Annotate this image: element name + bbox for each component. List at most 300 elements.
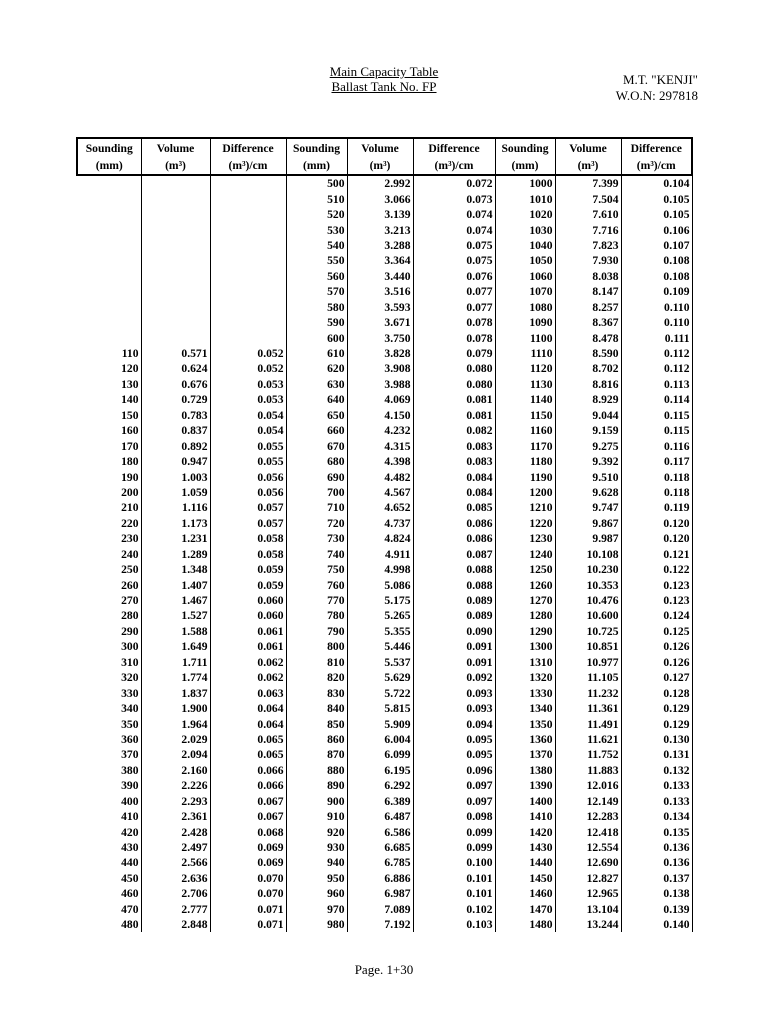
table-cell: 1110 <box>495 346 555 361</box>
table-cell: 0.110 <box>621 300 692 315</box>
table-cell: 0.097 <box>413 778 495 793</box>
table-cell: 1.649 <box>141 639 210 654</box>
column-unit: (m³) <box>555 157 621 175</box>
table-cell: 0.057 <box>210 516 286 531</box>
table-cell: 0.099 <box>413 824 495 839</box>
table-cell: 790 <box>286 624 347 639</box>
table-cell: 3.593 <box>347 300 413 315</box>
table-cell: 0.071 <box>210 902 286 917</box>
table-cell: 530 <box>286 222 347 237</box>
table-cell: 7.399 <box>555 175 621 191</box>
table-cell: 0.132 <box>621 763 692 778</box>
table-cell: 5.909 <box>347 716 413 731</box>
table-cell: 1290 <box>495 624 555 639</box>
table-cell: 0.069 <box>210 855 286 870</box>
table-cell: 0.091 <box>413 655 495 670</box>
column-header: Difference <box>210 138 286 157</box>
table-cell: 0.059 <box>210 577 286 592</box>
table-cell: 0.123 <box>621 577 692 592</box>
table-cell: 0.090 <box>413 624 495 639</box>
table-cell: 8.590 <box>555 346 621 361</box>
table-cell: 13.244 <box>555 917 621 932</box>
table-cell: 200 <box>77 485 141 500</box>
table-cell: 750 <box>286 562 347 577</box>
table-cell: 0.062 <box>210 655 286 670</box>
table-cell: 130 <box>77 377 141 392</box>
table-row <box>77 284 692 299</box>
table-cell: 640 <box>286 392 347 407</box>
table-cell <box>77 284 141 299</box>
table-cell: 6.292 <box>347 778 413 793</box>
table-cell: 2.636 <box>141 871 210 886</box>
table-cell: 690 <box>286 469 347 484</box>
table-cell: 850 <box>286 716 347 731</box>
table-cell: 0.063 <box>210 685 286 700</box>
table-row <box>77 438 692 453</box>
table-cell: 1360 <box>495 732 555 747</box>
table-cell: 4.652 <box>347 500 413 515</box>
table-row <box>77 577 692 592</box>
table-row <box>77 175 692 191</box>
table-row <box>77 269 692 284</box>
table-cell: 570 <box>286 284 347 299</box>
table-cell: 0.129 <box>621 716 692 731</box>
table-cell <box>210 284 286 299</box>
table-cell <box>141 300 210 315</box>
table-cell: 4.998 <box>347 562 413 577</box>
table-row <box>77 191 692 206</box>
table-cell: 0.061 <box>210 639 286 654</box>
table-cell: 1440 <box>495 855 555 870</box>
table-cell: 9.867 <box>555 516 621 531</box>
table-cell: 0.134 <box>621 809 692 824</box>
table-cell: 2.293 <box>141 794 210 809</box>
table-cell: 210 <box>77 500 141 515</box>
table-cell: 0.118 <box>621 469 692 484</box>
table-cell: 0.073 <box>413 191 495 206</box>
table-cell: 7.716 <box>555 222 621 237</box>
table-cell: 0.096 <box>413 763 495 778</box>
table-cell: 0.078 <box>413 315 495 330</box>
document-title <box>284 64 484 94</box>
table-cell: 1130 <box>495 377 555 392</box>
table-cell: 0.105 <box>621 191 692 206</box>
table-cell: 0.097 <box>413 794 495 809</box>
table-row <box>77 886 692 901</box>
table-cell: 0.128 <box>621 685 692 700</box>
table-cell: 11.105 <box>555 670 621 685</box>
table-cell: 0.056 <box>210 485 286 500</box>
page-number: Page. 1+30 <box>354 962 414 977</box>
table-row <box>77 330 692 345</box>
table-cell: 1.116 <box>141 500 210 515</box>
table-cell <box>77 253 141 268</box>
table-cell: 0.085 <box>413 500 495 515</box>
table-cell: 5.629 <box>347 670 413 685</box>
table-cell: 3.364 <box>347 253 413 268</box>
table-cell: 920 <box>286 824 347 839</box>
table-cell: 3.671 <box>347 315 413 330</box>
table-cell: 500 <box>286 175 347 191</box>
table-cell: 1.231 <box>141 531 210 546</box>
table-cell: 3.288 <box>347 238 413 253</box>
table-cell: 440 <box>77 855 141 870</box>
column-unit: (m³)/cm <box>413 157 495 175</box>
table-cell: 0.058 <box>210 531 286 546</box>
table-row <box>77 531 692 546</box>
table-cell: 630 <box>286 377 347 392</box>
table-cell: 0.114 <box>621 392 692 407</box>
table-cell: 8.367 <box>555 315 621 330</box>
table-cell: 11.491 <box>555 716 621 731</box>
table-cell: 650 <box>286 408 347 423</box>
table-cell: 2.361 <box>141 809 210 824</box>
column-header: Sounding <box>286 138 347 157</box>
table-cell: 0.783 <box>141 408 210 423</box>
table-cell: 9.392 <box>555 454 621 469</box>
table-cell <box>77 315 141 330</box>
table-cell: 1.588 <box>141 624 210 639</box>
column-header: Sounding <box>77 138 141 157</box>
table-cell <box>210 191 286 206</box>
table-cell: 2.428 <box>141 824 210 839</box>
table-cell: 1180 <box>495 454 555 469</box>
table-cell: 10.725 <box>555 624 621 639</box>
table-cell: 3.213 <box>347 222 413 237</box>
table-cell: 960 <box>286 886 347 901</box>
table-cell: 940 <box>286 855 347 870</box>
table-row <box>77 500 692 515</box>
table-cell: 590 <box>286 315 347 330</box>
table-cell: 0.729 <box>141 392 210 407</box>
table-cell: 0.130 <box>621 732 692 747</box>
table-cell: 4.824 <box>347 531 413 546</box>
table-cell: 0.065 <box>210 732 286 747</box>
table-row <box>77 639 692 654</box>
table-cell: 4.482 <box>347 469 413 484</box>
table-cell: 160 <box>77 423 141 438</box>
table-cell: 9.628 <box>555 485 621 500</box>
vessel-name: M.T. "KENJI" <box>622 72 698 87</box>
table-cell: 0.086 <box>413 516 495 531</box>
table-cell: 600 <box>286 330 347 345</box>
table-cell: 3.828 <box>347 346 413 361</box>
table-cell: 180 <box>77 454 141 469</box>
table-cell: 880 <box>286 763 347 778</box>
table-row <box>77 300 692 315</box>
table-cell <box>210 300 286 315</box>
table-cell: 0.103 <box>413 917 495 932</box>
table-cell: 0.106 <box>621 222 692 237</box>
table-row <box>77 655 692 670</box>
table-cell: 8.257 <box>555 300 621 315</box>
table-cell: 6.685 <box>347 840 413 855</box>
table-cell: 9.747 <box>555 500 621 515</box>
table-cell: 1140 <box>495 392 555 407</box>
table-cell: 300 <box>77 639 141 654</box>
table-cell: 0.066 <box>210 763 286 778</box>
table-cell: 4.232 <box>347 423 413 438</box>
table-cell: 0.124 <box>621 608 692 623</box>
table-cell: 1400 <box>495 794 555 809</box>
table-cell: 0.081 <box>413 392 495 407</box>
table-cell: 0.053 <box>210 392 286 407</box>
table-cell <box>210 253 286 268</box>
table-cell: 0.070 <box>210 871 286 886</box>
table-cell: 6.586 <box>347 824 413 839</box>
table-cell: 8.929 <box>555 392 621 407</box>
table-cell: 270 <box>77 593 141 608</box>
table-cell <box>77 207 141 222</box>
table-row <box>77 315 692 330</box>
table-cell <box>77 330 141 345</box>
table-cell: 0.108 <box>621 269 692 284</box>
table-cell: 320 <box>77 670 141 685</box>
table-row <box>77 763 692 778</box>
table-cell: 7.610 <box>555 207 621 222</box>
table-cell: 0.133 <box>621 778 692 793</box>
table-cell: 1.964 <box>141 716 210 731</box>
table-cell: 0.066 <box>210 778 286 793</box>
table-cell: 390 <box>77 778 141 793</box>
table-cell: 1100 <box>495 330 555 345</box>
table-cell: 7.930 <box>555 253 621 268</box>
table-cell: 780 <box>286 608 347 623</box>
table-cell: 1080 <box>495 300 555 315</box>
table-cell: 12.965 <box>555 886 621 901</box>
table-cell: 1230 <box>495 531 555 546</box>
table-cell: 310 <box>77 655 141 670</box>
table-cell: 0.139 <box>621 902 692 917</box>
table-cell: 10.851 <box>555 639 621 654</box>
table-cell: 0.089 <box>413 593 495 608</box>
table-cell: 1270 <box>495 593 555 608</box>
table-cell: 1.774 <box>141 670 210 685</box>
table-cell: 9.510 <box>555 469 621 484</box>
table-cell: 2.706 <box>141 886 210 901</box>
table-cell: 4.069 <box>347 392 413 407</box>
table-cell: 620 <box>286 361 347 376</box>
table-cell: 0.113 <box>621 377 692 392</box>
table-cell: 12.690 <box>555 855 621 870</box>
table-cell: 0.126 <box>621 655 692 670</box>
table-cell: 7.089 <box>347 902 413 917</box>
table-row <box>77 778 692 793</box>
table-cell <box>141 222 210 237</box>
table-cell: 5.537 <box>347 655 413 670</box>
table-cell: 0.083 <box>413 454 495 469</box>
table-row <box>77 685 692 700</box>
table-cell: 3.139 <box>347 207 413 222</box>
table-cell: 400 <box>77 794 141 809</box>
table-cell: 0.055 <box>210 454 286 469</box>
table-cell: 0.084 <box>413 485 495 500</box>
table-cell: 240 <box>77 547 141 562</box>
work-order-number: W.O.N: 297818 <box>615 88 698 103</box>
table-cell: 1.467 <box>141 593 210 608</box>
table-cell: 1.711 <box>141 655 210 670</box>
table-cell: 580 <box>286 300 347 315</box>
table-cell: 0.057 <box>210 500 286 515</box>
table-cell <box>210 175 286 191</box>
table-cell: 950 <box>286 871 347 886</box>
table-cell: 760 <box>286 577 347 592</box>
table-cell: 220 <box>77 516 141 531</box>
table-cell: 0.111 <box>621 330 692 345</box>
table-cell <box>141 330 210 345</box>
table-cell: 1260 <box>495 577 555 592</box>
table-cell: 12.016 <box>555 778 621 793</box>
table-cell: 410 <box>77 809 141 824</box>
table-cell: 0.136 <box>621 840 692 855</box>
table-cell: 0.837 <box>141 423 210 438</box>
table-title: Main Capacity Table <box>329 64 439 79</box>
table-cell: 0.095 <box>413 747 495 762</box>
table-cell: 1280 <box>495 608 555 623</box>
table-cell <box>77 191 141 206</box>
table-cell: 380 <box>77 763 141 778</box>
table-cell: 1090 <box>495 315 555 330</box>
table-cell: 720 <box>286 516 347 531</box>
table-row <box>77 408 692 423</box>
table-row <box>77 840 692 855</box>
table-cell: 0.053 <box>210 377 286 392</box>
table-cell: 0.093 <box>413 701 495 716</box>
table-cell <box>141 253 210 268</box>
table-cell: 0.115 <box>621 408 692 423</box>
table-cell <box>210 222 286 237</box>
table-cell <box>141 191 210 206</box>
table-cell: 0.104 <box>621 175 692 191</box>
table-cell: 0.126 <box>621 639 692 654</box>
table-cell: 0.067 <box>210 794 286 809</box>
column-unit: (mm) <box>495 157 555 175</box>
table-cell: 480 <box>77 917 141 932</box>
table-cell: 1150 <box>495 408 555 423</box>
table-cell <box>141 175 210 191</box>
table-cell: 0.116 <box>621 438 692 453</box>
table-cell: 930 <box>286 840 347 855</box>
table-cell: 970 <box>286 902 347 917</box>
table-cell: 1.527 <box>141 608 210 623</box>
table-cell: 0.117 <box>621 454 692 469</box>
table-cell: 0.088 <box>413 577 495 592</box>
table-cell: 0.074 <box>413 222 495 237</box>
table-row <box>77 809 692 824</box>
table-cell: 1480 <box>495 917 555 932</box>
table-cell: 330 <box>77 685 141 700</box>
table-cell: 1.059 <box>141 485 210 500</box>
table-row <box>77 917 692 932</box>
table-row <box>77 392 692 407</box>
table-cell: 1070 <box>495 284 555 299</box>
table-cell <box>141 315 210 330</box>
table-cell: 0.082 <box>413 423 495 438</box>
table-cell: 0.069 <box>210 840 286 855</box>
table-cell: 0.129 <box>621 701 692 716</box>
table-cell: 1.348 <box>141 562 210 577</box>
table-cell: 0.079 <box>413 346 495 361</box>
table-cell: 170 <box>77 438 141 453</box>
table-cell: 0.101 <box>413 886 495 901</box>
table-cell: 11.232 <box>555 685 621 700</box>
table-cell: 11.361 <box>555 701 621 716</box>
table-cell: 810 <box>286 655 347 670</box>
table-cell: 290 <box>77 624 141 639</box>
capacity-table-container <box>76 137 691 932</box>
table-cell: 1470 <box>495 902 555 917</box>
table-cell: 3.066 <box>347 191 413 206</box>
table-cell: 0.120 <box>621 531 692 546</box>
table-cell: 0.112 <box>621 346 692 361</box>
table-cell: 1320 <box>495 670 555 685</box>
table-cell: 0.075 <box>413 253 495 268</box>
table-cell: 0.060 <box>210 593 286 608</box>
table-cell: 1020 <box>495 207 555 222</box>
table-cell <box>210 330 286 345</box>
table-cell: 0.055 <box>210 438 286 453</box>
table-cell <box>141 269 210 284</box>
table-cell: 0.101 <box>413 871 495 886</box>
table-cell: 0.078 <box>413 330 495 345</box>
table-row <box>77 423 692 438</box>
table-row <box>77 346 692 361</box>
table-cell: 700 <box>286 485 347 500</box>
table-cell: 110 <box>77 346 141 361</box>
table-cell: 0.093 <box>413 685 495 700</box>
table-cell: 830 <box>286 685 347 700</box>
column-unit: (m³) <box>141 157 210 175</box>
table-cell: 5.355 <box>347 624 413 639</box>
table-cell: 1410 <box>495 809 555 824</box>
table-cell: 0.108 <box>621 253 692 268</box>
table-cell: 5.722 <box>347 685 413 700</box>
table-cell: 0.091 <box>413 639 495 654</box>
table-cell: 0.138 <box>621 886 692 901</box>
table-cell: 1120 <box>495 361 555 376</box>
table-cell: 12.149 <box>555 794 621 809</box>
table-cell: 4.911 <box>347 547 413 562</box>
table-cell: 4.398 <box>347 454 413 469</box>
table-cell <box>141 207 210 222</box>
table-cell: 11.621 <box>555 732 621 747</box>
table-cell: 0.077 <box>413 300 495 315</box>
table-cell: 1350 <box>495 716 555 731</box>
table-cell: 1200 <box>495 485 555 500</box>
table-cell: 0.070 <box>210 886 286 901</box>
table-cell: 9.159 <box>555 423 621 438</box>
table-cell: 770 <box>286 593 347 608</box>
table-cell: 3.516 <box>347 284 413 299</box>
table-cell: 430 <box>77 840 141 855</box>
table-cell: 1240 <box>495 547 555 562</box>
table-cell: 260 <box>77 577 141 592</box>
table-row <box>77 716 692 731</box>
table-cell: 0.676 <box>141 377 210 392</box>
table-cell <box>77 269 141 284</box>
vessel-info <box>616 72 698 104</box>
table-cell: 5.086 <box>347 577 413 592</box>
table-cell: 890 <box>286 778 347 793</box>
table-row <box>77 871 692 886</box>
column-header: Volume <box>555 138 621 157</box>
table-cell: 6.487 <box>347 809 413 824</box>
table-cell: 0.115 <box>621 423 692 438</box>
table-cell: 1390 <box>495 778 555 793</box>
table-cell: 5.815 <box>347 701 413 716</box>
table-cell: 0.074 <box>413 207 495 222</box>
table-cell: 0.068 <box>210 824 286 839</box>
